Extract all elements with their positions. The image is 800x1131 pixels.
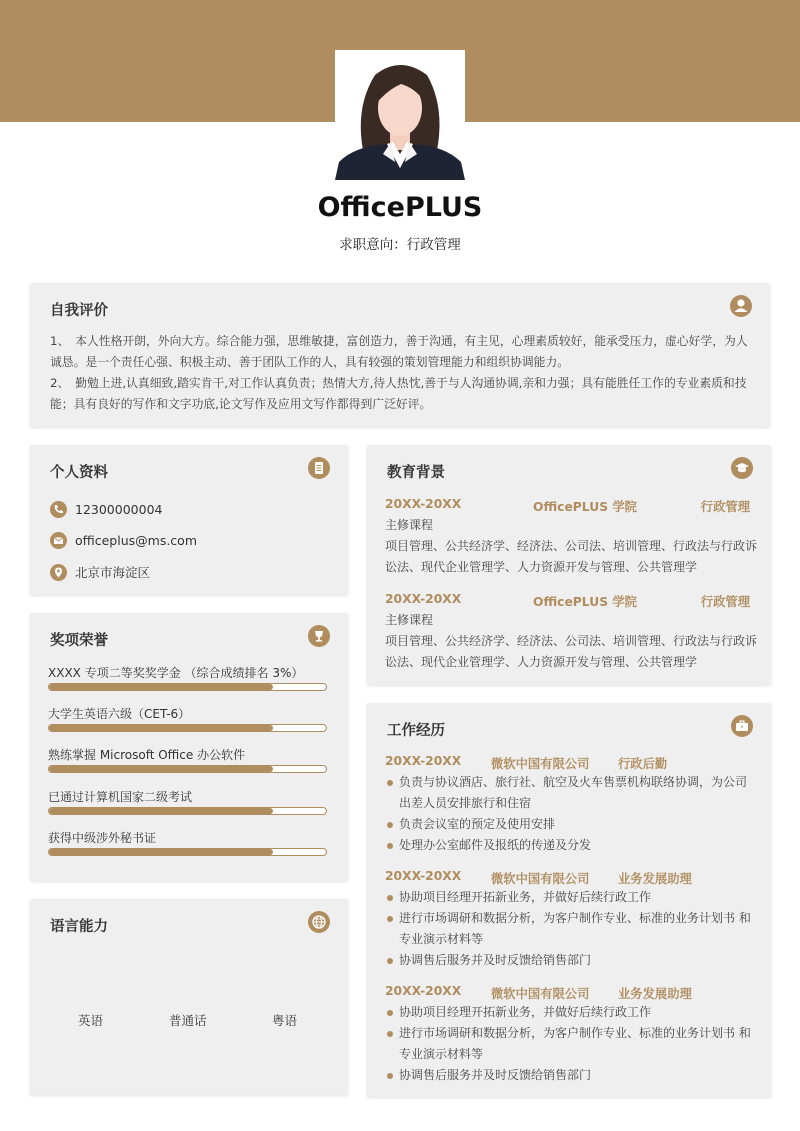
document-icon <box>308 457 330 479</box>
work-company: 微软中国有限公司 <box>491 987 590 1001</box>
candidate-name: OfficePLUS <box>317 192 483 223</box>
award-level-fill <box>49 766 273 772</box>
self-evaluation-title: 自我评价 <box>50 303 108 319</box>
award-item <box>48 745 328 773</box>
education-school: OfficePLUS 学院 <box>533 595 637 609</box>
graduation-cap-icon <box>731 457 753 479</box>
language-cantonese: 粤语 <box>272 1013 298 1028</box>
work-company: 微软中国有限公司 <box>491 872 590 886</box>
phone-icon <box>50 501 67 518</box>
briefcase-icon <box>731 715 753 737</box>
profile-photo <box>335 50 465 180</box>
mail-icon <box>50 532 67 549</box>
self-evaluation-paragraph: 2、 勤勉上进,认真细致,踏实肯干,对工作认真负责；热情大方,待人热忱,善于与人沟通协调,亲和力强；具有能胜任工作的专业素质和技能；具有良好的写作和文字功底,论文写作及应用文写作都得到广泛好评。 <box>50 376 747 411</box>
education-major: 行政管理 <box>700 500 750 514</box>
work-experience-card <box>367 703 771 1097</box>
work-duties-list <box>385 1002 757 1086</box>
languages-title: 语言能力 <box>50 919 108 935</box>
award-item <box>48 704 328 732</box>
education-school: OfficePLUS 学院 <box>533 500 637 514</box>
award-label: XXXX 专项二等奖奖学金 （综合成绩排名 3%） <box>48 666 304 680</box>
award-level-fill <box>49 808 273 814</box>
award-level-bar <box>48 683 327 691</box>
work-company: 微软中国有限公司 <box>491 757 590 771</box>
personal-info-title: 个人资料 <box>50 465 108 481</box>
award-label: 熟练掌握 Microsoft Office 办公软件 <box>48 748 246 762</box>
phone-row <box>50 501 162 518</box>
award-item <box>48 787 328 815</box>
education-course-label: 主修课程 <box>385 613 434 627</box>
award-level-bar <box>48 807 327 815</box>
work-period: 20XX-20XX <box>385 754 462 768</box>
education-course-label: 主修课程 <box>385 518 434 532</box>
work-position: 业务发展助理 <box>618 872 692 886</box>
award-level-bar <box>48 724 327 732</box>
awards-card <box>30 613 348 881</box>
award-level-fill <box>49 725 273 731</box>
phone-number: 12300000004 <box>75 502 163 517</box>
trophy-icon <box>308 625 330 647</box>
education-period: 20XX-20XX <box>385 497 462 511</box>
job-intent: 求职意向：行政管理 <box>339 237 461 253</box>
award-level-bar <box>48 765 327 773</box>
award-label: 已通过计算机国家二级考试 <box>48 790 193 804</box>
work-period: 20XX-20XX <box>385 984 462 998</box>
language-mandarin: 普通话 <box>169 1013 207 1028</box>
work-position: 业务发展助理 <box>618 987 692 1001</box>
globe-icon <box>308 911 330 933</box>
email-address: officeplus@ms.com <box>75 533 197 548</box>
work-duty-item: 进行市场调研和数据分析，为客户制作专业、标准的业务计划书 和专业演示材料等 <box>385 1023 757 1065</box>
work-duty-item: 协调售后服务并及时反馈给销售部门 <box>385 1065 757 1086</box>
education-courses: 项目管理、公共经济学、经济法、公司法、培训管理、行政法与行政诉讼法、现代企业管理学、人力资源开发与管理、公共管理学 <box>385 539 758 574</box>
work-duty-item: 处理办公室邮件及报纸的传递及分发 <box>385 835 757 856</box>
languages-card <box>30 899 348 1095</box>
self-evaluation-paragraph: 1、 本人性格开朗，外向大方。综合能力强，思维敏捷，富创造力，善于沟通，有主见，心理素质较好，能承受压力，虚心好学，为人诚恳。是一个责任心强、积极主动、善于团队工作的人，具有较强的策划管理能力和组织协调能力。 <box>50 334 748 369</box>
award-item <box>48 828 328 856</box>
work-duties-list <box>385 887 757 971</box>
location-text: 北京市海淀区 <box>75 565 151 580</box>
work-duty-item: 协调售后服务并及时反馈给销售部门 <box>385 950 757 971</box>
location-row <box>50 563 150 581</box>
education-title: 教育背景 <box>387 465 445 481</box>
education-major: 行政管理 <box>700 595 750 609</box>
personal-info-card <box>30 445 348 595</box>
award-level-fill <box>49 684 273 690</box>
award-level-bar <box>48 848 327 856</box>
award-label: 大学生英语六级（CET-6） <box>48 707 191 721</box>
language-english: 英语 <box>78 1013 104 1028</box>
self-evaluation-text <box>50 331 750 415</box>
award-level-fill <box>49 849 273 855</box>
work-duty-item: 协助项目经理开拓新业务，并做好后续行政工作 <box>385 1002 757 1023</box>
education-period: 20XX-20XX <box>385 592 462 606</box>
work-period: 20XX-20XX <box>385 869 462 883</box>
self-evaluation-card <box>30 283 770 427</box>
work-duties-list <box>385 772 757 856</box>
work-duty-item: 负责会议室的预定及使用安排 <box>385 814 757 835</box>
email-row <box>50 532 197 549</box>
awards-title: 奖项荣誉 <box>50 633 108 649</box>
work-duty-item: 负责与协议酒店、旅行社、航空及火车售票机构联络协调，为公司出差人员安排旅行和住宿 <box>385 772 757 814</box>
work-experience-title: 工作经历 <box>387 723 445 739</box>
work-position: 行政后勤 <box>618 757 668 771</box>
location-pin-icon <box>50 564 67 581</box>
work-duty-item: 协助项目经理开拓新业务，并做好后续行政工作 <box>385 887 757 908</box>
award-label: 获得中级涉外秘书证 <box>48 831 157 845</box>
education-card <box>367 445 771 685</box>
user-icon <box>730 295 752 317</box>
education-courses: 项目管理、公共经济学、经济法、公司法、培训管理、行政法与行政诉讼法、现代企业管理学、人力资源开发与管理、公共管理学 <box>385 634 758 669</box>
work-duty-item: 进行市场调研和数据分析，为客户制作专业、标准的业务计划书 和专业演示材料等 <box>385 908 757 950</box>
award-item <box>48 663 328 691</box>
